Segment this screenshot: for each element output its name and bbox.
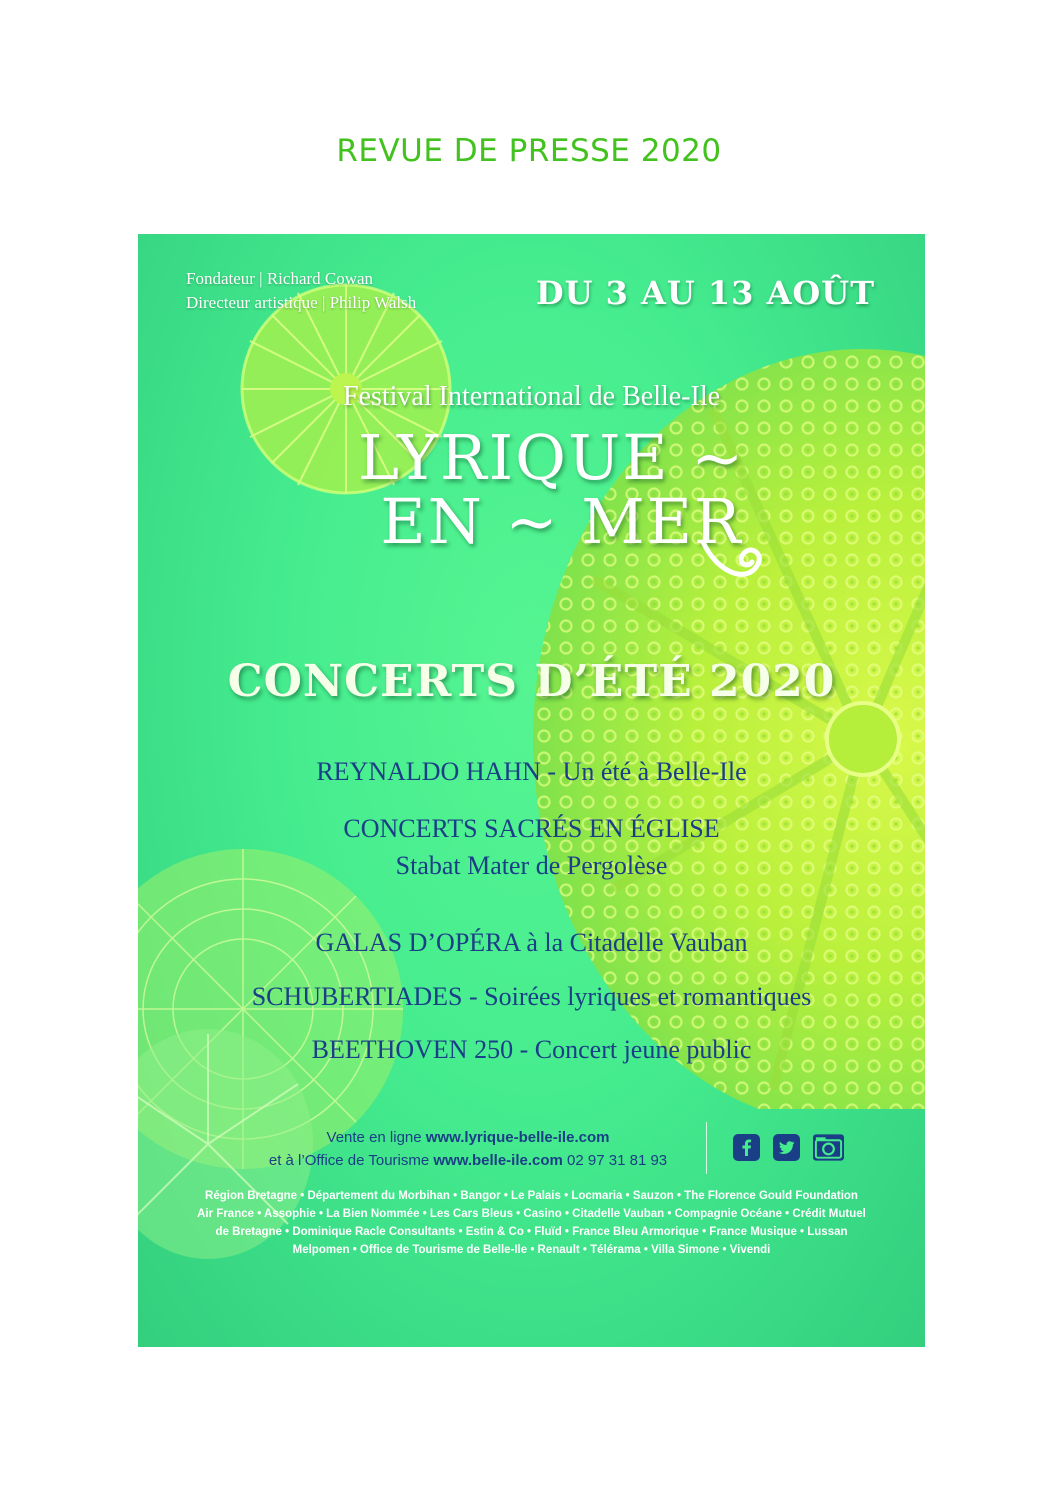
facebook-icon[interactable]: [733, 1134, 760, 1161]
instagram-icon[interactable]: [813, 1134, 844, 1161]
program-item-sep: -: [462, 982, 485, 1011]
logo-swirl-ornament: [698, 534, 768, 594]
sponsors-line: de Bretagne • Dominique Racle Consultants • Estin & Co • Fluïd • France Bleu Armorique • France Musique • Lussan: [215, 1226, 848, 1238]
logo-line-2: EN ~ MER: [380, 485, 743, 558]
program-item: [138, 1035, 925, 1065]
sponsors-line: Melpomen • Office de Tourisme de Belle-Ile • Renault • Télérama • Villa Simone • Vivendi: [292, 1244, 771, 1256]
tourism-website-link[interactable]: www.belle-ile.com: [433, 1152, 563, 1169]
program-item: [138, 982, 925, 1012]
program-item-main: SCHUBERTIADES: [251, 982, 463, 1011]
sales-line1-prefix: Vente en ligne: [326, 1129, 426, 1146]
program-item-main: BEETHOVEN 250: [311, 1035, 514, 1064]
sponsors-line: Région Bretagne • Département du Morbihan • Bangor • Le Palais • Locmaria • Sauzon • The Florence Gould Foundation: [205, 1190, 858, 1202]
social-icons: [733, 1134, 844, 1161]
program-item-main: REYNALDO HAHN: [316, 757, 541, 786]
festival-dates: DU 3 AU 13 AOÛT: [535, 274, 875, 312]
sponsors-line: Air France • Assophie • La Bien Nommée • Les Cars Bleus • Casino • Citadelle Vauban • Compagnie Océane • Crédit Mutuel: [197, 1208, 866, 1220]
page-heading: REVUE DE PRESSE 2020: [336, 133, 722, 169]
program-item: [138, 757, 925, 787]
program-item: [138, 851, 925, 881]
program-item-detail: Concert jeune public: [534, 1035, 752, 1064]
ticket-sales-info: [228, 1126, 708, 1172]
program-item-main: GALAS D’OPÉRA: [315, 928, 520, 957]
director-credit: Directeur artistique | Philip Walsh: [186, 293, 417, 312]
logo-line-1: LYRIQUE ~: [357, 421, 746, 494]
program-item-detail: à la Citadelle Vauban: [526, 928, 748, 957]
poster-credits: [186, 267, 416, 315]
program-item: [138, 814, 925, 844]
program-item-detail: Stabat Mater de Pergolèse: [395, 851, 668, 880]
twitter-icon[interactable]: [773, 1134, 800, 1161]
program-item-sep: -: [540, 757, 563, 786]
concerts-title: CONCERTS D’ÉTÉ 2020: [227, 656, 836, 707]
sales-line2-prefix: et à l’Office de Tourisme: [268, 1152, 434, 1169]
founder-credit: Fondateur | Richard Cowan: [186, 269, 374, 288]
program-item-main: CONCERTS SACRÉS EN ÉGLISE: [343, 814, 720, 843]
sales-divider: [706, 1122, 707, 1174]
festival-website-link[interactable]: www.lyrique-belle-ile.com: [425, 1129, 610, 1146]
program-item: [138, 928, 925, 958]
program-item-detail: Un été à Belle-Ile: [562, 757, 747, 786]
sponsors-list: [158, 1187, 905, 1259]
festival-poster: [138, 234, 925, 1347]
program-item-sep: -: [513, 1035, 535, 1064]
phone-number: 02 97 31 81 93: [562, 1152, 668, 1169]
festival-name: Festival International de Belle-Ile: [342, 381, 721, 412]
program-item-detail: Soirées lyriques et romantiques: [484, 982, 812, 1011]
